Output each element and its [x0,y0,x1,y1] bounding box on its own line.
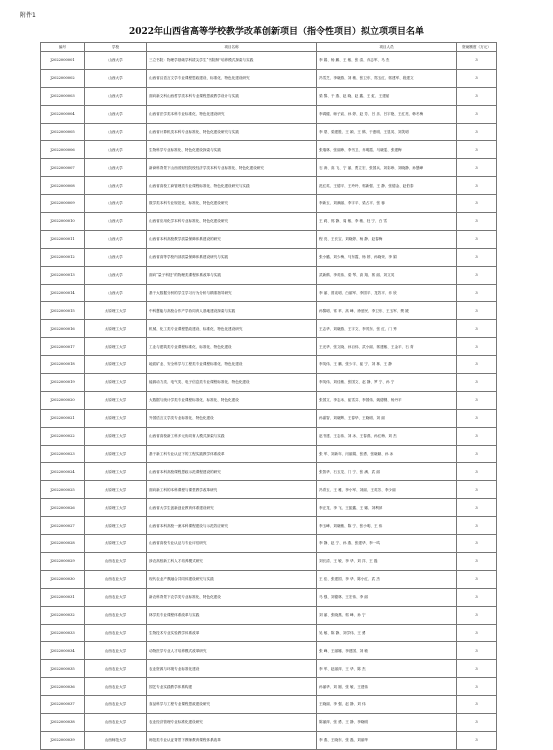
cell-id: J2022000030 [41,570,85,588]
cell-funding: 3 [457,660,497,678]
cell-school: 山西大学 [85,123,147,141]
cell-funding: 3 [457,320,497,338]
cell-school: 太原理工大学 [85,409,147,427]
cell-funding: 3 [457,445,497,463]
cell-funding: 3 [457,248,497,266]
cell-members: 张智华、石玉龙、门 宁、张 满、武 丽 [317,463,457,481]
cell-funding: 3 [457,177,497,195]
cell-members: 李英伟、刘佳敏、张国文、赵 静、罗 宁、孙 宁 [317,374,457,392]
cell-members: 冯青玉、王 雅、李小军、刘丽、王英芳、李少丽 [317,481,457,499]
cell-funding: 3 [457,374,497,392]
cell-school: 山西大学 [85,213,147,231]
cell-project: 园艺专业实践教学体系构建 [147,678,317,696]
table-row [41,320,497,338]
cell-id: J2022000010 [41,213,85,231]
cell-members: 张国文、李志米、崔雪芬、李国伟、姚德钢、杨丹平 [317,391,457,409]
header-id: 编号 [41,43,85,52]
cell-school: 太原理工大学 [85,356,147,374]
cell-project: 山西省计算机类本科专业标准化、特色化建设研究与实践 [147,123,317,141]
cell-members: 李新玉、刘满丽、李宇平、梁占平、张 蓉 [317,195,457,213]
header-funding [457,43,497,52]
cell-members: 范红英、王德平、王玲玲、郭新强、王 静、张德金、赵伯泰 [317,177,457,195]
cell-project: 林学类专业课程体系改革与实践 [147,606,317,624]
cell-school: 山西大学 [85,105,147,123]
table-row [41,284,497,302]
cell-project: 工业与建筑类专业课程标准化、标准化、特色化建设 [147,338,317,356]
table-row [41,499,497,517]
cell-project: 山西省本科高校课程思政示范课程建设的研究 [147,463,317,481]
table-row [41,517,497,535]
cell-school: 山西大学 [85,52,147,70]
table-row [41,445,497,463]
cell-id: J2022000033 [41,624,85,642]
cell-id: J2022000002 [41,69,85,87]
attachment-label: 附件1 [20,12,36,19]
cell-id: J2022000008 [41,177,85,195]
cell-members: 李玉峰、刘晓敏、陈 宁、张小明、王 伟 [317,517,457,535]
cell-school: 太原理工大学 [85,445,147,463]
cell-project: 山西省本科高校一流本科课程建设与示范效应研究 [147,517,317,535]
cell-members: 孙丽华、刘 刚、张 敏、王建伟 [317,678,457,696]
document-title: 2022年山西省高等学校教学改革创新项目（指令性项目）拟立项项目名单 [128,27,425,37]
cell-members: 吴 敏、陈 静、刘学伟、王 勇 [317,624,457,642]
header-school: 学校 [85,43,147,52]
cell-id: J2022000016 [41,320,85,338]
cell-id: J2022000011 [41,230,85,248]
cell-members: 李英伟、王 鹏、张少宇、崔 宁、刘 林、王 静 [317,356,457,374]
cell-funding: 3 [457,123,497,141]
cell-members: 梁 黎、于 燕、赵 晓、赵 鑫、王 虹、王建茹 [317,87,457,105]
table-row [41,642,497,660]
cell-project: 机械、化工类专业课程思政建设、标准化、特色化建设研究 [147,320,317,338]
table-row [41,266,497,284]
table-row [41,463,497,481]
cell-school: 山西大学 [85,230,147,248]
table-row [41,481,497,499]
cell-members: 王 莉、郭 静、周 敏、李 敏、杜 宁、白 雪 [317,213,457,231]
cell-project: 山西省应用化学本科专业标准化、特色化建设研究 [147,213,317,231]
cell-project: 面向新文科山西哲学类本科专业课程思政教学设计与实践 [147,87,317,105]
cell-school: 太原理工大学 [85,374,147,392]
cell-members: 赵书建、王志伟、刘 冰、王春燕、孙红梅、刘 杰 [317,427,457,445]
table-row [41,302,497,320]
cell-members: 孙黎明、常 苹、高 峰、徐爱民、李卫东、王玉军、樊 媛 [317,302,457,320]
cell-project: 农业资源与环境专业标准化建设 [147,660,317,678]
cell-school: 太原理工大学 [85,391,147,409]
cell-members: 李 静、赵 宁、孙 燕、张建华、李一鸣 [317,535,457,553]
cell-school: 山西农业大学 [85,642,147,660]
cell-project: 面向新工科的本科课程与课堂教学改革研究 [147,481,317,499]
cell-school: 山西大学 [85,195,147,213]
cell-members: 李鸿健、师子宸、孙 婷、赵 芳、吕 乐、吕宇艳、王红亮、韩冬梅 [317,105,457,123]
table-row [41,159,497,177]
cell-funding: 3 [457,87,497,105]
table-row [41,678,497,696]
table-row [41,213,497,231]
project-table [40,42,497,750]
cell-school: 太原理工大学 [85,517,147,535]
header-funding-label: 资助额度（万元） [462,45,491,49]
cell-school: 山西农业大学 [85,660,147,678]
table-row [41,570,497,588]
cell-funding: 3 [457,499,497,517]
cell-funding: 3 [457,69,497,87]
cell-funding: 3 [457,713,497,731]
cell-school: 太原理工大学 [85,338,147,356]
cell-members: 刘长清、王 敏、李 华、刘 洋、王 磊 [317,552,457,570]
cell-members: 李正龙、李 飞、王振鑫、王 娜、刘利萍 [317,499,457,517]
cell-funding: 3 [457,624,497,642]
cell-funding: 3 [457,195,497,213]
cell-project: 山西省高校新工科多元协同育人模式探索与实践 [147,427,317,445]
cell-project: 基于新工科专业认证下的工程实践教学体系改革 [147,445,317,463]
cell-members: 王志华、刘晓燕、王宇文、李茂东、张 红、门 秀 [317,320,457,338]
table-row [41,409,497,427]
cell-school: 太原理工大学 [85,463,147,481]
cell-project: 山西省法学类本科专业标准化、特色化建设研究 [147,105,317,123]
cell-id: J2022000004 [41,105,85,123]
cell-members: 王光华、张文晓、孙百伟、武小丽、郭建敏、王金平、石 青 [317,338,457,356]
cell-members: 王 佳、张建国、李 华、陈小红、武 杰 [317,570,457,588]
cell-funding: 3 [457,338,497,356]
cell-school: 太原理工大学 [85,320,147,338]
cell-funding: 3 [457,678,497,696]
table-row [41,195,497,213]
cell-members: 刘 丽、张晓燕、郭 峰、孙 宁 [317,606,457,624]
table-row [41,374,497,392]
cell-id: J2022000032 [41,606,85,624]
cell-id: J2022000005 [41,123,85,141]
cell-id: J2022000039 [41,731,85,749]
cell-funding: 3 [457,159,497,177]
cell-project: 山西省汉语言文学专业课程思政建设、标准化、特色化建设研究 [147,69,317,87]
cell-project: 中科慧能与高校合作产学协同育人基地建设探索与实践 [147,302,317,320]
table-row [41,391,497,409]
cell-school: 山西大学 [85,248,147,266]
cell-members: 孙嘉智、刘晓辉、王春华、王晓明、刘 丽 [317,409,457,427]
cell-id: J2022000023 [41,445,85,463]
cell-school: 太原理工大学 [85,427,147,445]
cell-project: 动物医学专业人才培养模式改革研究 [147,642,317,660]
cell-funding: 3 [457,230,497,248]
table-row [41,427,497,445]
cell-project: 新商科背景下山西省财经院校经济学类本科专业标准化、特色化建设研究 [147,159,317,177]
cell-members: 冯雪芝、李晓燕、刘 敏、张卫东、郑玉红、郭建军、段建文 [317,69,457,87]
cell-school: 山西农业大学 [85,552,147,570]
cell-project: 外国语言文学类专业标准化、特色化建设 [147,409,317,427]
cell-funding: 3 [457,105,497,123]
cell-school: 山西农业大学 [85,713,147,731]
cell-funding: 3 [457,427,497,445]
cell-funding: 3 [457,356,497,374]
table-row [41,141,497,159]
cell-id: J2022000019 [41,374,85,392]
table-header-row [41,43,497,52]
cell-members: 张 军、刘新年、闫丽娟、张勇、张晓颖、孙 冰 [317,445,457,463]
table-row [41,731,497,749]
cell-project: 涉农高校新工科人才培养模式研究 [147,552,317,570]
cell-school: 山西大学 [85,284,147,302]
cell-funding: 3 [457,213,497,231]
cell-project: 新农科背景下农学类专业标准化、特色化建设 [147,588,317,606]
cell-project: 生物科学专业标准化、特色化建设探索与实践 [147,141,317,159]
cell-school: 山西农业大学 [85,624,147,642]
cell-project: 三立书院：物理学基础学科拔尖学生“书院制”培养模式探索与实践 [147,52,317,70]
table-row [41,588,497,606]
cell-school: 山西大学 [85,266,147,284]
cell-id: J2022000020 [41,391,85,409]
cell-funding: 3 [457,535,497,553]
cell-school: 山西大学 [85,69,147,87]
cell-members: 李 燕、王晓东、张 磊、刘丽华 [317,731,457,749]
cell-funding: 3 [457,266,497,284]
cell-id: J2022000035 [41,660,85,678]
cell-members: 王晓丽、李 强、赵 静、刘 伟 [317,696,457,714]
cell-funding: 3 [457,606,497,624]
cell-id: J2022000015 [41,302,85,320]
cell-project: 山西省高校专业认证与专业评估研究 [147,535,317,553]
cell-members: 李 丽、曾宪明、白丽军、李国平、龙效平、乔 欣 [317,284,457,302]
table-row [41,87,497,105]
cell-project: 师范类专业认证背景下教师教育课程体系改革 [147,731,317,749]
table-row [41,552,497,570]
table-row [41,123,497,141]
cell-members: 李 娟、杨 鹏、王 敏、张 清、乔志军、马 杰 [317,52,457,70]
cell-id: J2022000021 [41,409,85,427]
cell-members: 陈丽萍、张 勇、王 静、李晓明 [317,713,457,731]
cell-school: 太原理工大学 [85,302,147,320]
cell-funding: 3 [457,409,497,427]
cell-members: 李 蒙、梁建胜、王 颖、王 鹤、于惠明、王显英、刘笑明 [317,123,457,141]
cell-funding: 3 [457,141,497,159]
cell-project: 能源动力类、电气类、电子信息类专业课程标准化、特色化建设 [147,374,317,392]
table-row [41,230,497,248]
table-row [41,248,497,266]
cell-id: J2022000001 [41,52,85,70]
cell-project: 山西省高等学校内部质量保障体系建设研究与实践 [147,248,317,266]
cell-project: 基于大数据分析的学生学习行为分析与精准指导研究 [147,284,317,302]
cell-funding: 3 [457,391,497,409]
cell-project: 农业经济管理专业标准化建设研究 [147,713,317,731]
table-row [41,356,497,374]
cell-members: 张小璐、刘少梅、马东霞、杨 婷、孙晓荣、李 娟 [317,248,457,266]
cell-id: J2022000026 [41,499,85,517]
cell-project: 地质矿业、安全科学与工程类专业课程标准化、特色化建设 [147,356,317,374]
cell-id: J2022000031 [41,588,85,606]
cell-school: 山西农业大学 [85,678,147,696]
cell-project: 山西省高校工商管理类专业课程标准化、特色化建设研究与实践 [147,177,317,195]
table-row [41,660,497,678]
cell-id: J2022000017 [41,338,85,356]
cell-funding: 3 [457,588,497,606]
table-row [41,338,497,356]
cell-id: J2022000003 [41,87,85,105]
cell-id: J2022000036 [41,678,85,696]
table-row [41,535,497,553]
cell-project: 山西省大学生创新创业教育体系建设研究 [147,499,317,517]
cell-school: 山西农业大学 [85,588,147,606]
cell-project: 食品科学与工程专业课程思政建设研究 [147,696,317,714]
cell-funding: 3 [457,570,497,588]
header-project: 项目名称 [147,43,317,52]
cell-project: 面向“量子科技”的物理类课程体系改革与实践 [147,266,317,284]
cell-school: 山西大学 [85,159,147,177]
cell-id: J2022000014 [41,284,85,302]
cell-members: 马 强、刘德林、王宏伟、李 丽 [317,588,457,606]
header-members: 项目人员 [317,43,457,52]
cell-funding: 3 [457,517,497,535]
cell-id: J2022000034 [41,642,85,660]
cell-school: 太原理工大学 [85,481,147,499]
cell-id: J2022000027 [41,517,85,535]
cell-members: 张瑞林、张丽珍、李书卫、乔明霞、马晓雯、张建梅 [317,141,457,159]
cell-funding: 3 [457,696,497,714]
cell-id: J2022000022 [41,427,85,445]
cell-id: J2022000009 [41,195,85,213]
cell-id: J2022000038 [41,713,85,731]
cell-project: 大数据与统计学类专业课程标准化、标准化、特色化建设 [147,391,317,409]
cell-members: 张 峰、王丽娜、李建国、刘 敏 [317,642,457,660]
cell-id: J2022000037 [41,696,85,714]
cell-funding: 3 [457,552,497,570]
table-row [41,69,497,87]
table-row [41,606,497,624]
cell-school: 太原理工大学 [85,535,147,553]
table-row [41,624,497,642]
cell-id: J2022000024 [41,463,85,481]
cell-funding: 3 [457,284,497,302]
cell-school: 山西农业大学 [85,606,147,624]
cell-members: 石 涛、高 飞、宁 丽、贾立宏、张国兵、刘彩珍、刘晓静、孙慧峰 [317,159,457,177]
table-row [41,52,497,70]
cell-id: J2022000028 [41,535,85,553]
cell-funding: 3 [457,481,497,499]
cell-id: J2022000018 [41,356,85,374]
cell-school: 太原理工大学 [85,499,147,517]
cell-school: 山西大学 [85,141,147,159]
table-row [41,713,497,731]
cell-id: J2022000025 [41,481,85,499]
table-row [41,105,497,123]
cell-funding: 3 [457,642,497,660]
cell-project: 数学类本科专业规范化、标准化、特色化建设研究 [147,195,317,213]
table-row [41,696,497,714]
cell-id: J2022000012 [41,248,85,266]
cell-school: 山西师范大学 [85,731,147,749]
cell-id: J2022000029 [41,552,85,570]
cell-school: 山西大学 [85,177,147,195]
cell-id: J2022000007 [41,159,85,177]
table-row [41,177,497,195]
cell-funding: 3 [457,302,497,320]
cell-funding: 3 [457,52,497,70]
cell-project: 山西省本科高校教学质量保障体系建设的研究 [147,230,317,248]
cell-school: 山西农业大学 [85,696,147,714]
cell-id: J2022000013 [41,266,85,284]
cell-school: 山西大学 [85,87,147,105]
cell-project: 生物技术专业实验教学体系改革 [147,624,317,642]
cell-members: 程 亮、王长宝、刘晓婷、杨 静、赵春梅 [317,230,457,248]
cell-members: 武新鹤、李英伟、梁 琴、高 翔、郭 丽、刘文英 [317,266,457,284]
cell-project: 现代农业产教融合共同体建设研究与实践 [147,570,317,588]
table-body [41,52,497,750]
cell-id: J2022000006 [41,141,85,159]
cell-members: 李 军、赵丽萍、王 华、陈 杰 [317,660,457,678]
cell-funding: 3 [457,731,497,749]
cell-funding: 3 [457,463,497,481]
cell-school: 山西农业大学 [85,570,147,588]
